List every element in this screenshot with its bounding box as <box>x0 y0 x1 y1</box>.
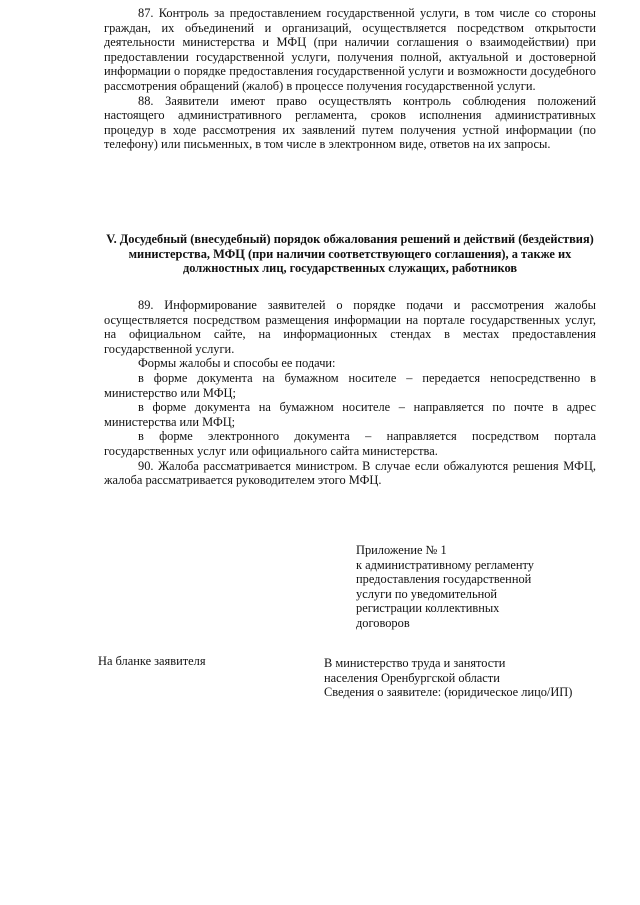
appendix-line: предоставления государственной <box>356 572 532 587</box>
complaint-form-2: в форме документа на бумажном носителе – направляется по почте в адрес министерства или МФЦ; <box>104 400 596 429</box>
appendix-line: договоров <box>356 615 410 630</box>
paragraph-88: 88. Заявители имеют право осуществлять контроль соблюдения положений настоящего административного регламента, сроков исполнения административных процедур в ходе рассмотрения их заявлений путем получения устной информации (по телефону) или письменных, в том числе в электронном виде, ответов на их запросы. <box>104 93 596 152</box>
addressee-line: В министерство труда и занятости <box>324 656 506 670</box>
section-v-body <box>104 298 596 488</box>
addressee-block <box>324 656 624 700</box>
appendix-line: услуги по уведомительной <box>356 586 498 601</box>
forms-intro: Формы жалобы и способы ее подачи: <box>138 356 336 371</box>
appendix-header <box>356 543 596 631</box>
applicant-letterhead-label: На бланке заявителя <box>98 654 206 668</box>
paragraph-89: 89. Информирование заявителей о порядке подачи и рассмотрения жалобы осуществляется посредством размещения информации на портале государственных услуг, на официальном сайте, на информационных стендах в местах предоставления государственной услуги. <box>104 298 596 356</box>
section-v-title: V. Досудебный (внесудебный) порядок обжалования решений и действий (бездействия) министерства, МФЦ (при наличии соответствующего соглашения), а также их должностных лиц, государственных служащих, работников <box>106 232 594 276</box>
addressee-line: населения Оренбургской области <box>324 670 500 685</box>
addressee-line: Сведения о заявителе: (юридическое лицо/ИП) <box>324 685 573 700</box>
section-iv-continuation <box>104 6 596 152</box>
appendix-line: к административному регламенту <box>356 557 534 572</box>
paragraph-90: 90. Жалоба рассматривается министром. В случае если обжалуются решения МФЦ, жалоба рассматривается руководителем этого МФЦ. <box>104 458 596 488</box>
paragraph-87: 87. Контроль за предоставлением государственной услуги, в том числе со стороны граждан, их объединений и организаций, осуществляется посредством открытости деятельности министерства и МФЦ (при наличии соглашения о взаимодействии) при предоставлении государственной услуги, получения полной, актуальной и достоверной информации о порядке предоставления государственной услуги и возможности досудебного рассмотрения обращений (жалоб) в процессе получения государственной услуги. <box>104 6 596 93</box>
appendix-line: Приложение № 1 <box>356 543 447 557</box>
complaint-form-3: в форме электронного документа – направляется посредством портала государственных услуг или официального сайта министерства. <box>104 429 596 458</box>
complaint-form-1: в форме документа на бумажном носителе – передается непосредственно в министерство или МФЦ; <box>104 370 596 400</box>
appendix-line: регистрации коллективных <box>356 601 500 616</box>
